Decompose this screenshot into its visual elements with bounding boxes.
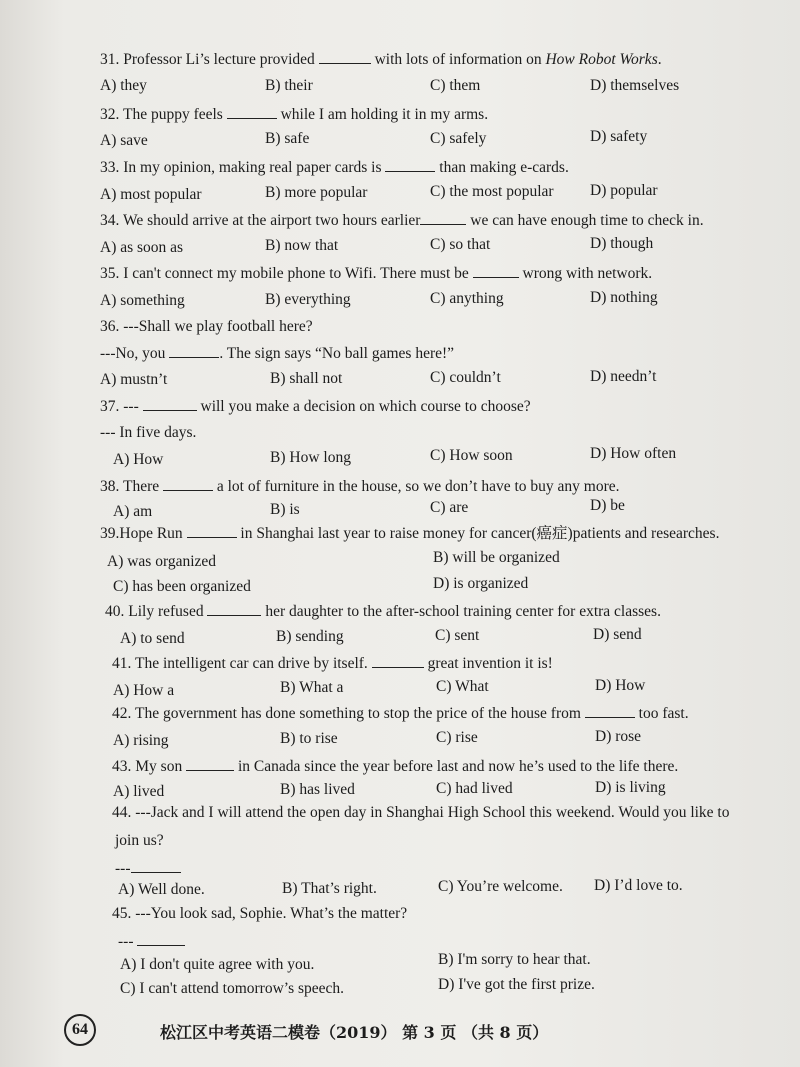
option-b: B) to rise	[280, 730, 338, 747]
option-a: A) something	[100, 292, 185, 309]
question-36-line2	[100, 343, 454, 364]
question-text: ---No, you	[100, 345, 170, 362]
question-text: in Shanghai last year to raise money for cancer(癌症)patients and researches.	[236, 525, 720, 542]
option-b: B) That’s right.	[282, 880, 377, 897]
option-c: C) couldn’t	[430, 369, 501, 386]
question-37-line2	[100, 423, 196, 443]
answer-blank	[372, 653, 424, 668]
question-text: 37. ---	[100, 398, 143, 415]
answer-blank	[207, 601, 261, 616]
option-b: B) has lived	[280, 781, 355, 798]
question-45-line2	[118, 931, 185, 952]
option-b: B) their	[265, 77, 313, 94]
answer-blank	[385, 157, 435, 172]
question-33	[100, 157, 569, 178]
option-b: B) everything	[265, 291, 351, 308]
option-c: C) so that	[430, 236, 491, 253]
option-d: D) themselves	[590, 77, 680, 94]
question-text: great invention it is!	[423, 655, 553, 672]
option-a: A) lived	[113, 783, 165, 800]
option-c: C) the most popular	[430, 183, 554, 200]
option-b: B) I'm sorry to hear that.	[438, 951, 591, 968]
question-text: 31. Professor Li’s lecture provided	[100, 51, 319, 68]
option-a: A) they	[100, 77, 147, 94]
question-text: her daughter to the after-school training center for extra classes.	[261, 603, 661, 620]
option-d: D) needn’t	[590, 368, 657, 385]
question-text: 38. There	[100, 478, 163, 495]
option-a: A) mustn’t	[100, 371, 168, 388]
question-34	[100, 210, 704, 231]
option-a: A) as soon as	[100, 239, 184, 256]
answer-blank	[187, 523, 237, 538]
question-39	[100, 523, 719, 544]
question-44-line3	[115, 858, 181, 879]
option-a: A) to send	[120, 630, 185, 647]
option-b: B) will be organized	[433, 549, 560, 566]
answer-blank	[319, 49, 371, 64]
answer-blank	[186, 756, 234, 771]
option-a: A) How a	[113, 682, 175, 699]
option-d: D) rose	[595, 728, 642, 745]
question-38	[100, 476, 619, 497]
question-text: 41. The intelligent car can drive by itself.	[112, 655, 372, 672]
question-35	[100, 263, 652, 284]
question-45	[112, 904, 407, 924]
option-d: D) is living	[595, 779, 666, 796]
option-c: C) are	[430, 499, 469, 516]
question-37	[100, 396, 531, 417]
question-44	[112, 803, 730, 823]
answer-blank	[131, 858, 181, 873]
book-title: How Robot Works	[545, 51, 658, 68]
option-b: B) more popular	[265, 184, 368, 201]
answer-blank	[473, 263, 519, 278]
question-text: we can have enough time to check in.	[466, 212, 704, 229]
question-text: 34. We should arrive at the airport two hours earlier	[100, 212, 421, 229]
answer-blank	[169, 343, 219, 358]
option-b: B) safe	[265, 130, 310, 147]
question-32	[100, 104, 488, 125]
question-text: 32. The puppy feels	[100, 106, 227, 123]
question-text: . The sign says “No ball games here!”	[219, 345, 455, 362]
question-text: ---	[118, 933, 138, 950]
question-text: 39.Hope Run	[100, 525, 187, 542]
question-text: --- In five days.	[100, 424, 197, 441]
option-c: C) I can't attend tomorrow’s speech.	[120, 980, 345, 997]
question-40	[105, 601, 661, 622]
option-b: B) How long	[270, 449, 351, 466]
option-c: C) anything	[430, 290, 504, 307]
question-text: 43. My son	[112, 758, 187, 775]
question-text: 40. Lily refused	[105, 603, 208, 620]
option-d: D) I've got the first prize.	[438, 976, 595, 993]
option-c: C) You’re welcome.	[438, 878, 563, 895]
option-c: C) safely	[430, 130, 487, 147]
answer-blank	[420, 210, 466, 225]
option-c: C) How soon	[430, 447, 513, 464]
question-text: 45. ---You look sad, Sophie. What’s the matter?	[112, 905, 408, 922]
page-number-circle: 64	[64, 1014, 96, 1046]
question-text: 44. ---Jack and I will attend the open day in Shanghai High School this weekend. Would you like to	[112, 804, 730, 821]
option-a: A) How	[113, 451, 164, 468]
option-b: B) sending	[276, 628, 344, 645]
option-b: B) shall not	[270, 370, 343, 387]
option-c: C) has been organized	[113, 578, 251, 595]
option-a: A) save	[100, 132, 148, 149]
question-44-line2	[115, 831, 164, 851]
question-text: 33. In my opinion, making real paper cards is	[100, 159, 386, 176]
option-a: A) am	[113, 503, 153, 520]
question-text: a lot of furniture in the house, so we don’t have to buy any more.	[212, 478, 620, 495]
option-c: C) sent	[435, 627, 480, 644]
question-text: will you make a decision on which course to choose?	[196, 398, 531, 415]
answer-blank	[137, 931, 185, 946]
option-d: D) How	[595, 677, 646, 694]
option-a: A) rising	[113, 732, 169, 749]
option-b: B) is	[270, 501, 300, 518]
option-d: D) safety	[590, 128, 648, 145]
question-text: 42. The government has done something to stop the price of the house from	[112, 705, 585, 722]
answer-blank	[163, 476, 213, 491]
question-text: 36. ---Shall we play football here?	[100, 318, 313, 335]
option-a: A) I don't quite agree with you.	[120, 956, 315, 973]
answer-blank	[143, 396, 197, 411]
question-text: with lots of information on	[370, 51, 546, 68]
option-d: D) though	[590, 235, 654, 252]
option-a: A) most popular	[100, 186, 202, 203]
question-text: .	[657, 51, 662, 68]
option-d: D) nothing	[590, 289, 658, 306]
option-d: D) send	[593, 626, 642, 643]
option-d: D) is organized	[433, 575, 529, 592]
question-text: join us?	[115, 832, 164, 849]
question-31	[100, 49, 662, 70]
question-text: than making e-cards.	[435, 159, 569, 176]
question-text: too fast.	[634, 705, 689, 722]
question-text: in Canada since the year before last and now he’s used to the life there.	[234, 758, 679, 775]
option-d: D) I’d love to.	[594, 877, 683, 894]
question-text: 35. I can't connect my mobile phone to Wifi. There must be	[100, 265, 473, 282]
option-a: A) was organized	[107, 553, 217, 570]
option-d: D) popular	[590, 182, 658, 199]
question-41	[112, 653, 553, 674]
option-b: B) What a	[280, 679, 344, 696]
page-footer: 松江区中考英语二模卷（2019） 第 3 页 （共 8 页）	[160, 1023, 549, 1042]
answer-blank	[585, 703, 635, 718]
option-c: C) What	[436, 678, 489, 695]
answer-blank	[227, 104, 277, 119]
question-text: wrong with network.	[518, 265, 653, 282]
option-c: C) rise	[436, 729, 478, 746]
option-a: A) Well done.	[118, 881, 205, 898]
question-text: while I am holding it in my arms.	[276, 106, 489, 123]
option-b: B) now that	[265, 237, 339, 254]
question-text: ---	[115, 860, 131, 877]
question-42	[112, 703, 689, 724]
question-36	[100, 317, 313, 337]
question-43	[112, 756, 678, 777]
option-d: D) How often	[590, 445, 677, 462]
option-c: C) them	[430, 77, 481, 94]
option-d: D) be	[590, 497, 625, 514]
option-c: C) had lived	[436, 780, 513, 797]
